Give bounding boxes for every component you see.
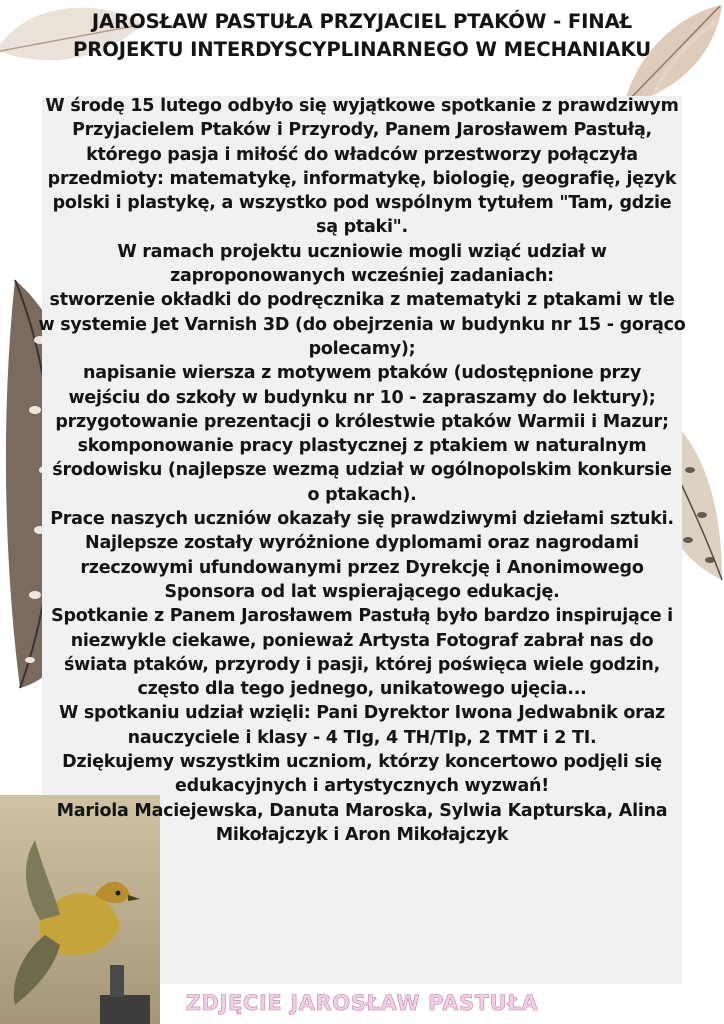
- body-line: są ptaki".: [316, 217, 408, 238]
- body-line: Prace naszych uczniów okazały się prawdziwymi dziełami sztuki.: [50, 509, 674, 530]
- body-line: polski i plastykę, a wszystko pod wspólnym tytułem "Tam, gdzie: [52, 193, 672, 214]
- body-line: edukacyjnych i artystycznych wyzwań!: [175, 776, 549, 797]
- body-line: Dziękujemy wszystkim uczniom, którzy koncertowo podjęli się: [62, 752, 662, 773]
- body-line: często dla tego jednego, unikatowego ujęcia...: [137, 679, 587, 700]
- body-line: Najlepsze zostały wyróżnione dyplomami oraz nagrodami: [85, 533, 639, 554]
- body-line: którego pasja i miłość do władców przestworzy połączyła: [86, 144, 638, 165]
- photo-credit: ZDJĘCIE JAROSŁAW PASTUŁA: [185, 991, 539, 1015]
- body-line: stworzenie okładki do podręcznika z matematyki z ptakami w tle: [49, 290, 675, 311]
- body-line: przedmioty: matematykę, informatykę, biologię, geografię, język: [47, 168, 677, 189]
- body-line: rzeczowymi ufundowanymi przez Dyrekcję i Anonimowego: [80, 557, 644, 578]
- body-line: w systemie Jet Varnish 3D (do obejrzenia w budynku nr 15 - gorąco: [38, 314, 686, 335]
- body-line: polecamy);: [308, 338, 416, 359]
- body-line: niezwykle ciekawe, ponieważ Artysta Fotograf zabrał nas do: [70, 630, 654, 651]
- title-line: PROJEKTU INTERDYSCYPLINARNEGO W MECHANIAKU: [72, 38, 652, 61]
- article-body: [0, 94, 724, 847]
- body-line: wejściu do szkoły w budynku nr 10 - zapraszamy do lektury);: [68, 387, 656, 408]
- body-line: nauczyciele i klasy - 4 TIg, 4 TH/TIp, 2 TMT i 2 TI.: [127, 727, 597, 748]
- body-line: o ptakach).: [307, 484, 417, 505]
- body-line: Sponsora od lat wspierającego edukację.: [164, 581, 560, 602]
- body-line: Mariola Maciejewska, Danuta Maroska, Sylwia Kapturska, Alina: [56, 800, 668, 821]
- body-line: napisanie wiersza z motywem ptaków (udostępnione przy: [82, 363, 641, 384]
- page-title: [10, 8, 714, 64]
- body-line: W ramach projektu uczniowie mogli wziąć udział w: [117, 241, 607, 262]
- body-line: W środę 15 lutego odbyło się wyjątkowe spotkanie z prawdziwym: [45, 96, 679, 116]
- body-line: Mikołajczyk i Aron Mikołajczyk: [215, 824, 509, 845]
- body-line: Przyjacielem Ptaków i Przyrody, Panem Jarosławem Pastułą,: [72, 120, 652, 141]
- body-line: Spotkanie z Panem Jarosławem Pastułą było bardzo inspirujące i: [51, 606, 673, 627]
- title-line: JAROSŁAW PASTUŁA PRZYJACIEL PTAKÓW - FINAŁ: [91, 10, 633, 33]
- body-line: zaproponowanych wcześniej zadaniach:: [170, 266, 554, 287]
- body-line: W spotkaniu udział wzięli: Pani Dyrektor Iwona Jedwabnik oraz: [58, 703, 665, 724]
- body-line: świata ptaków, przyrody i pasji, której poświęca wiele godzin,: [63, 654, 661, 675]
- body-line: skomponowanie pracy plastycznej z ptakiem w naturalnym: [77, 436, 647, 457]
- body-line: przygotowanie prezentacji o królestwie ptaków Warmii i Mazur;: [55, 411, 669, 432]
- body-line: środowisku (najlepsze wezmą udział w ogólnopolskim konkursie: [52, 460, 672, 481]
